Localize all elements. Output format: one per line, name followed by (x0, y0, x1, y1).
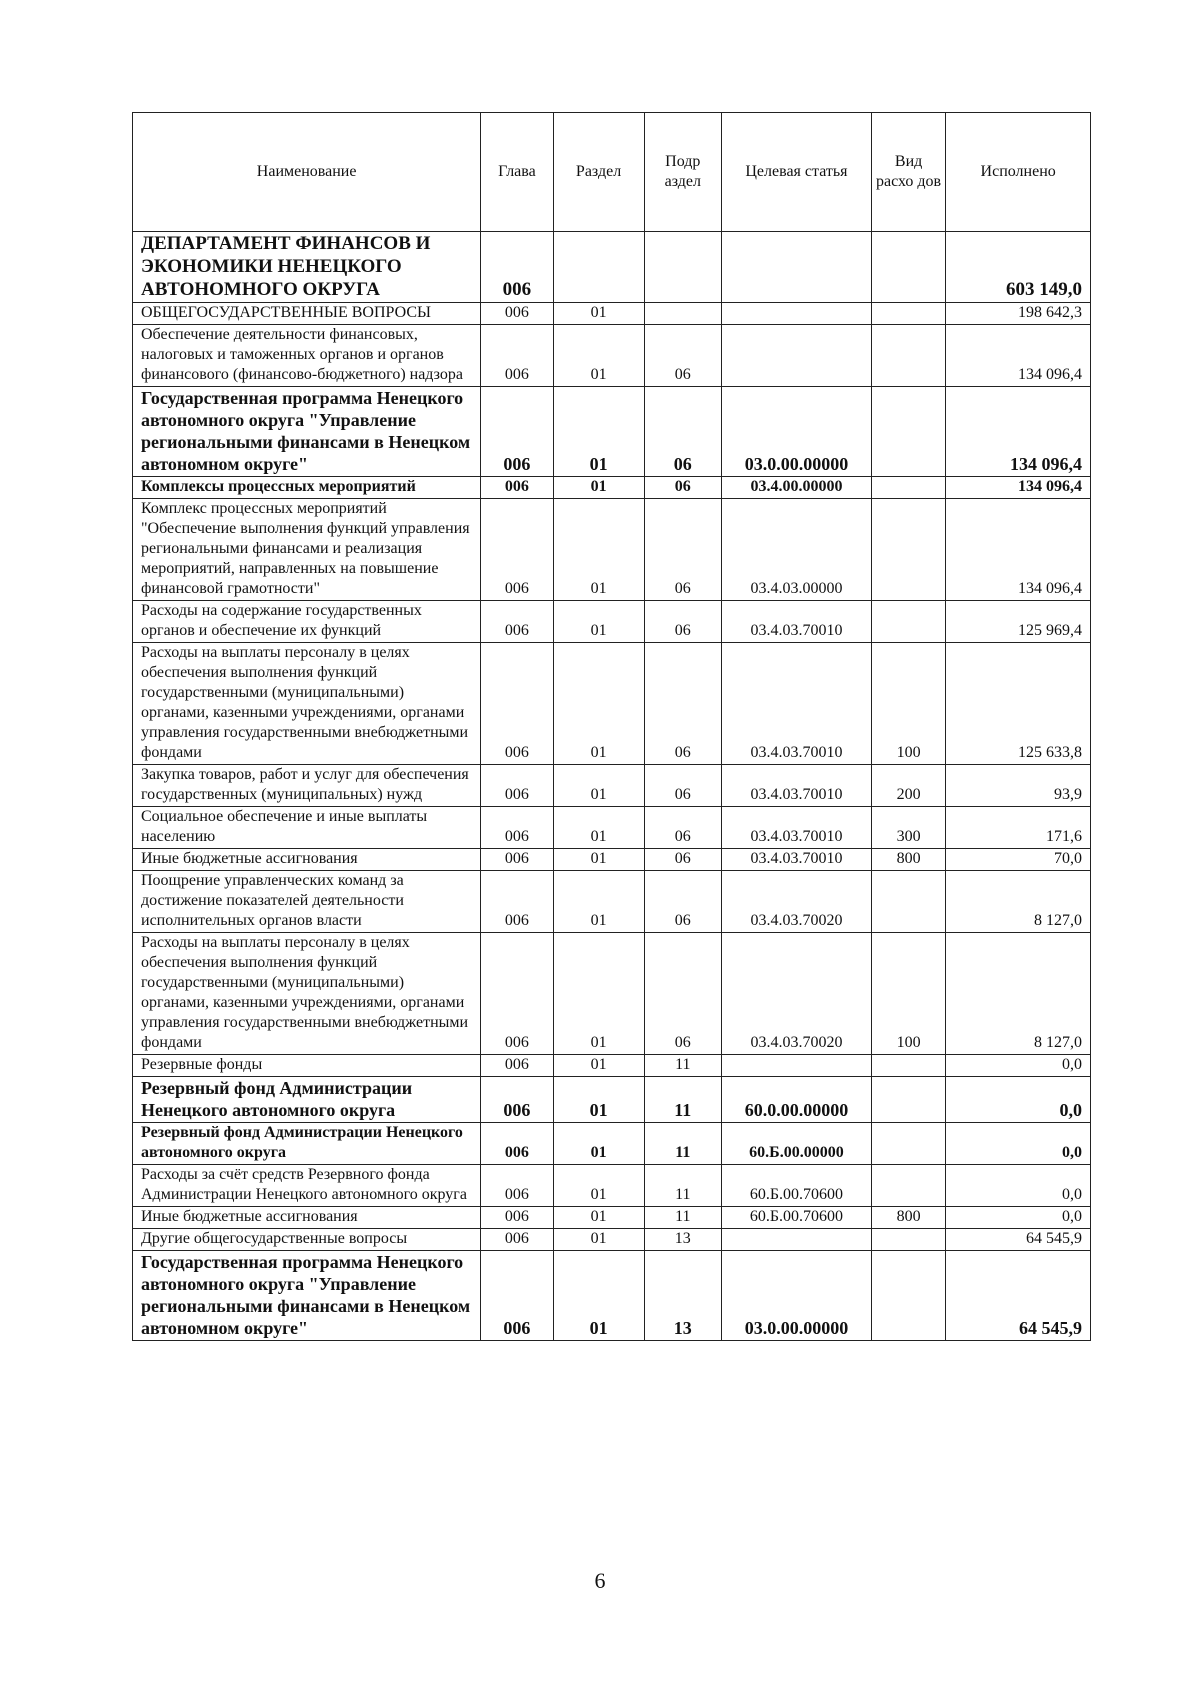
row-glava: 006 (481, 765, 553, 807)
row-target-article: 60.Б.00.70600 (722, 1207, 872, 1229)
row-amount: 134 096,4 (946, 499, 1091, 601)
row-glava: 006 (481, 1207, 553, 1229)
row-glava: 006 (481, 477, 553, 499)
row-podrazdel: 11 (644, 1077, 722, 1123)
row-razdel: 01 (553, 499, 644, 601)
row-expense-type (871, 1229, 945, 1251)
table-row (133, 871, 1091, 933)
row-expense-type (871, 477, 945, 499)
row-target-article: 60.0.00.00000 (722, 1077, 872, 1123)
row-name: Комплекс процессных мероприятий "Обеспечение выполнения функций управления региональными финансами и реализация мероприятий, направленных на повышение финансовой грамотности" (133, 499, 481, 601)
header-podrazdel: Подр аздел (644, 113, 722, 232)
row-amount: 134 096,4 (946, 477, 1091, 499)
row-podrazdel: 06 (644, 499, 722, 601)
row-podrazdel: 11 (644, 1165, 722, 1207)
row-razdel (553, 232, 644, 303)
row-target-article (722, 325, 872, 387)
row-glava: 006 (481, 1229, 553, 1251)
row-podrazdel: 06 (644, 933, 722, 1055)
row-expense-type: 200 (871, 765, 945, 807)
row-expense-type (871, 1123, 945, 1165)
row-glava: 006 (481, 499, 553, 601)
row-target-article: 03.4.00.00000 (722, 477, 872, 499)
row-podrazdel: 06 (644, 643, 722, 765)
row-glava: 006 (481, 849, 553, 871)
row-podrazdel: 06 (644, 765, 722, 807)
row-amount: 125 969,4 (946, 601, 1091, 643)
row-razdel: 01 (553, 849, 644, 871)
table-row (133, 1251, 1091, 1341)
row-expense-type (871, 325, 945, 387)
row-razdel: 01 (553, 1207, 644, 1229)
table-row (133, 387, 1091, 477)
row-amount: 64 545,9 (946, 1229, 1091, 1251)
row-expense-type (871, 1055, 945, 1077)
row-glava: 006 (481, 1251, 553, 1341)
row-amount: 198 642,3 (946, 303, 1091, 325)
row-glava: 006 (481, 807, 553, 849)
row-razdel: 01 (553, 1123, 644, 1165)
row-name: Расходы за счёт средств Резервного фонда Администрации Ненецкого автономного округа (133, 1165, 481, 1207)
table-header-row (133, 113, 1091, 232)
row-expense-type: 800 (871, 849, 945, 871)
row-razdel: 01 (553, 303, 644, 325)
row-amount: 0,0 (946, 1123, 1091, 1165)
table-row (133, 849, 1091, 871)
row-name: Расходы на содержание государственных органов и обеспечение их функций (133, 601, 481, 643)
row-amount: 64 545,9 (946, 1251, 1091, 1341)
row-podrazdel: 06 (644, 477, 722, 499)
row-glava: 006 (481, 1123, 553, 1165)
row-razdel: 01 (553, 1229, 644, 1251)
row-razdel: 01 (553, 807, 644, 849)
row-amount: 93,9 (946, 765, 1091, 807)
row-podrazdel: 06 (644, 601, 722, 643)
row-podrazdel: 06 (644, 871, 722, 933)
table-row (133, 499, 1091, 601)
row-name: Комплексы процессных мероприятий (133, 477, 481, 499)
row-target-article (722, 303, 872, 325)
row-name: Обеспечение деятельности финансовых, налоговых и таможенных органов и органов финансового (финансово-бюджетного) надзора (133, 325, 481, 387)
row-razdel: 01 (553, 325, 644, 387)
row-name: Иные бюджетные ассигнования (133, 849, 481, 871)
row-glava: 006 (481, 1077, 553, 1123)
row-name: Резервные фонды (133, 1055, 481, 1077)
row-glava: 006 (481, 933, 553, 1055)
row-razdel: 01 (553, 1055, 644, 1077)
row-target-article: 60.Б.00.70600 (722, 1165, 872, 1207)
row-glava: 006 (481, 643, 553, 765)
row-expense-type: 100 (871, 643, 945, 765)
header-executed: Исполнено (946, 113, 1091, 232)
row-glava: 006 (481, 871, 553, 933)
row-podrazdel: 06 (644, 325, 722, 387)
row-glava: 006 (481, 387, 553, 477)
table-row (133, 303, 1091, 325)
row-target-article: 03.4.03.70010 (722, 643, 872, 765)
row-target-article (722, 1055, 872, 1077)
row-podrazdel: 11 (644, 1055, 722, 1077)
row-expense-type (871, 1165, 945, 1207)
table-row (133, 325, 1091, 387)
row-amount: 0,0 (946, 1055, 1091, 1077)
table-row (133, 1165, 1091, 1207)
header-target-article: Целевая статья (722, 113, 872, 232)
row-target-article: 03.4.03.00000 (722, 499, 872, 601)
row-name: ДЕПАРТАМЕНТ ФИНАНСОВ И ЭКОНОМИКИ НЕНЕЦКОГО АВТОНОМНОГО ОКРУГА (133, 232, 481, 303)
row-expense-type: 800 (871, 1207, 945, 1229)
table-row (133, 1207, 1091, 1229)
row-podrazdel (644, 232, 722, 303)
row-amount: 8 127,0 (946, 933, 1091, 1055)
row-target-article: 03.0.00.00000 (722, 1251, 872, 1341)
row-amount: 125 633,8 (946, 643, 1091, 765)
table-row (133, 1077, 1091, 1123)
row-expense-type (871, 1077, 945, 1123)
row-razdel: 01 (553, 601, 644, 643)
row-name: Государственная программа Ненецкого автономного округа "Управление региональными финансами в Ненецком автономном округе" (133, 1251, 481, 1341)
row-podrazdel: 06 (644, 387, 722, 477)
table-row (133, 232, 1091, 303)
row-razdel: 01 (553, 477, 644, 499)
page-number: 6 (594, 1568, 606, 1593)
row-razdel: 01 (553, 1251, 644, 1341)
row-glava: 006 (481, 232, 553, 303)
row-podrazdel (644, 303, 722, 325)
budget-table (132, 112, 1091, 1341)
row-glava: 006 (481, 303, 553, 325)
header-glava: Глава (481, 113, 553, 232)
row-target-article: 03.0.00.00000 (722, 387, 872, 477)
row-glava: 006 (481, 325, 553, 387)
row-glava: 006 (481, 601, 553, 643)
row-razdel: 01 (553, 643, 644, 765)
row-expense-type (871, 871, 945, 933)
row-name: Расходы на выплаты персоналу в целях обеспечения выполнения функций государственными (муниципальными) органами, казенными учреждениями, органами управления государственными внебюджетными фондами (133, 933, 481, 1055)
table-row (133, 933, 1091, 1055)
row-amount: 171,6 (946, 807, 1091, 849)
row-expense-type (871, 387, 945, 477)
row-amount: 134 096,4 (946, 387, 1091, 477)
row-razdel: 01 (553, 871, 644, 933)
row-razdel: 01 (553, 765, 644, 807)
row-target-article (722, 232, 872, 303)
table-row (133, 643, 1091, 765)
row-amount: 8 127,0 (946, 871, 1091, 933)
row-target-article: 03.4.03.70010 (722, 849, 872, 871)
row-expense-type (871, 232, 945, 303)
row-razdel: 01 (553, 933, 644, 1055)
row-podrazdel: 13 (644, 1229, 722, 1251)
row-target-article: 03.4.03.70010 (722, 601, 872, 643)
row-razdel: 01 (553, 1077, 644, 1123)
table-row (133, 477, 1091, 499)
row-amount: 0,0 (946, 1207, 1091, 1229)
row-name: Социальное обеспечение и иные выплаты населению (133, 807, 481, 849)
row-name: ОБЩЕГОСУДАРСТВЕННЫЕ ВОПРОСЫ (133, 303, 481, 325)
row-amount: 134 096,4 (946, 325, 1091, 387)
row-name: Поощрение управленческих команд за достижение показателей деятельности исполнительных органов власти (133, 871, 481, 933)
row-podrazdel: 11 (644, 1123, 722, 1165)
table-row (133, 1123, 1091, 1165)
row-expense-type (871, 499, 945, 601)
row-target-article: 60.Б.00.00000 (722, 1123, 872, 1165)
row-razdel: 01 (553, 1165, 644, 1207)
header-expense-type: Вид расхо дов (871, 113, 945, 232)
row-target-article: 03.4.03.70010 (722, 807, 872, 849)
row-target-article: 03.4.03.70020 (722, 933, 872, 1055)
row-name: Иные бюджетные ассигнования (133, 1207, 481, 1229)
row-expense-type (871, 601, 945, 643)
table-row (133, 765, 1091, 807)
row-podrazdel: 13 (644, 1251, 722, 1341)
row-name: Государственная программа Ненецкого автономного округа "Управление региональными финансами в Ненецком автономном округе" (133, 387, 481, 477)
row-amount: 603 149,0 (946, 232, 1091, 303)
header-razdel: Раздел (553, 113, 644, 232)
row-target-article (722, 1229, 872, 1251)
row-name: Резервный фонд Администрации Ненецкого автономного округа (133, 1077, 481, 1123)
row-glava: 006 (481, 1055, 553, 1077)
row-target-article: 03.4.03.70010 (722, 765, 872, 807)
table-row (133, 1055, 1091, 1077)
header-name: Наименование (133, 113, 481, 232)
row-podrazdel: 06 (644, 807, 722, 849)
row-expense-type: 300 (871, 807, 945, 849)
row-razdel: 01 (553, 387, 644, 477)
row-name: Закупка товаров, работ и услуг для обеспечения государственных (муниципальных) нужд (133, 765, 481, 807)
row-expense-type (871, 303, 945, 325)
row-name: Резервный фонд Администрации Ненецкого автономного округа (133, 1123, 481, 1165)
row-glava: 006 (481, 1165, 553, 1207)
table-row (133, 807, 1091, 849)
table-row (133, 1229, 1091, 1251)
row-amount: 0,0 (946, 1077, 1091, 1123)
row-name: Расходы на выплаты персоналу в целях обеспечения выполнения функций государственными (муниципальными) органами, казенными учреждениями, органами управления государственными внебюджетными фондами (133, 643, 481, 765)
row-amount: 0,0 (946, 1165, 1091, 1207)
row-expense-type (871, 1251, 945, 1341)
row-amount: 70,0 (946, 849, 1091, 871)
row-target-article: 03.4.03.70020 (722, 871, 872, 933)
row-podrazdel: 11 (644, 1207, 722, 1229)
row-podrazdel: 06 (644, 849, 722, 871)
table-row (133, 601, 1091, 643)
row-name: Другие общегосударственные вопросы (133, 1229, 481, 1251)
row-expense-type: 100 (871, 933, 945, 1055)
